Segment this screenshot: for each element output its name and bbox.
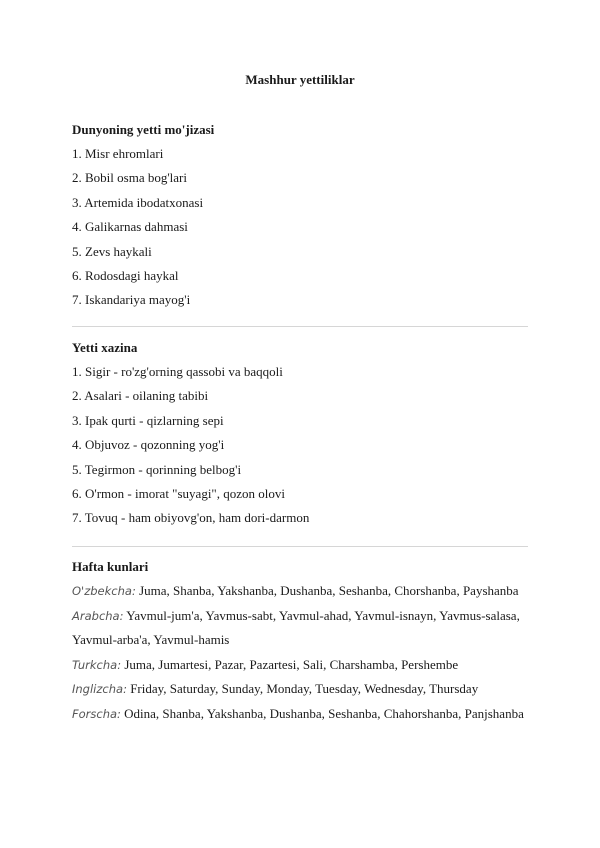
wonders-section <box>72 122 528 317</box>
weekday-list: Yavmul-jum'a, Yavmus-sabt, Yavmul-ahad, Yavmul-isnayn, Yavmus-salasa, Yavmul-arba'a, Yavmul-hamis <box>72 607 520 647</box>
language-label: O'zbekcha: <box>72 584 136 598</box>
wonders-item: 3. Artemida ibodatxonasi <box>72 194 204 210</box>
weekdays-row-uzbek <box>72 579 528 604</box>
wonders-item: 4. Galikarnas dahmasi <box>72 219 188 235</box>
wonders-heading: Dunyoning yetti mo'jizasi <box>72 122 215 137</box>
weekdays-row-english <box>72 677 528 702</box>
treasures-item: 4. Objuvoz - qozonning yog'i <box>72 437 225 453</box>
weekday-list: Juma, Jumartesi, Pazar, Pazartesi, Sali, Charshamba, Pershembe <box>124 656 459 672</box>
treasures-item: 5. Tegirmon - qorinning belbog'i <box>72 461 242 477</box>
wonders-item: 1. Misr ehromlari <box>72 146 164 161</box>
language-label: Forscha: <box>72 706 121 721</box>
wonders-item: 2. Bobil osma bog'lari <box>72 170 188 186</box>
treasures-item: 1. Sigir - ro'zg'orning qassobi va baqqoli <box>72 364 283 379</box>
treasures-item: 7. Tovuq - ham obiyovg'on, ham dori-darmon <box>72 510 310 526</box>
section-divider <box>72 326 528 327</box>
wonders-item: 6. Rodosdagi haykal <box>72 267 179 283</box>
wonders-item: 7. Iskandariya mayog'i <box>72 292 191 308</box>
wonders-item: 5. Zevs haykali <box>72 243 152 259</box>
treasures-item: 3. Ipak qurti - qizlarning sepi <box>72 412 224 428</box>
weekday-list: Friday, Saturday, Sunday, Monday, Tuesday, Wednesday, Thursday <box>130 681 479 696</box>
section-divider <box>72 546 528 547</box>
treasures-heading: Yetti xazina <box>72 340 138 355</box>
language-label: Inglizcha: <box>72 682 127 696</box>
weekdays-row-arabic <box>72 604 528 653</box>
weekdays-heading: Hafta kunlari <box>72 559 149 574</box>
weekdays-row-persian <box>72 702 528 727</box>
treasures-section <box>72 340 528 535</box>
language-label: Turkcha: <box>72 657 122 672</box>
treasures-item: 2. Asalari - oilaning tabibi <box>72 388 209 404</box>
language-label: Arabcha: <box>72 608 124 623</box>
document-title: Mashhur yettiliklar <box>245 72 355 87</box>
weekdays-row-turkish <box>72 653 528 678</box>
weekdays-section <box>72 559 528 726</box>
weekday-list: Odina, Shanba, Yakshanba, Dushanba, Seshanba, Chahorshanba, Panjshanba <box>124 705 524 721</box>
treasures-item: 6. O'rmon - imorat "suyagi", qozon olovi <box>72 485 285 501</box>
weekday-list: Juma, Shanba, Yakshanba, Dushanba, Seshanba, Chorshanba, Payshanba <box>139 583 519 598</box>
